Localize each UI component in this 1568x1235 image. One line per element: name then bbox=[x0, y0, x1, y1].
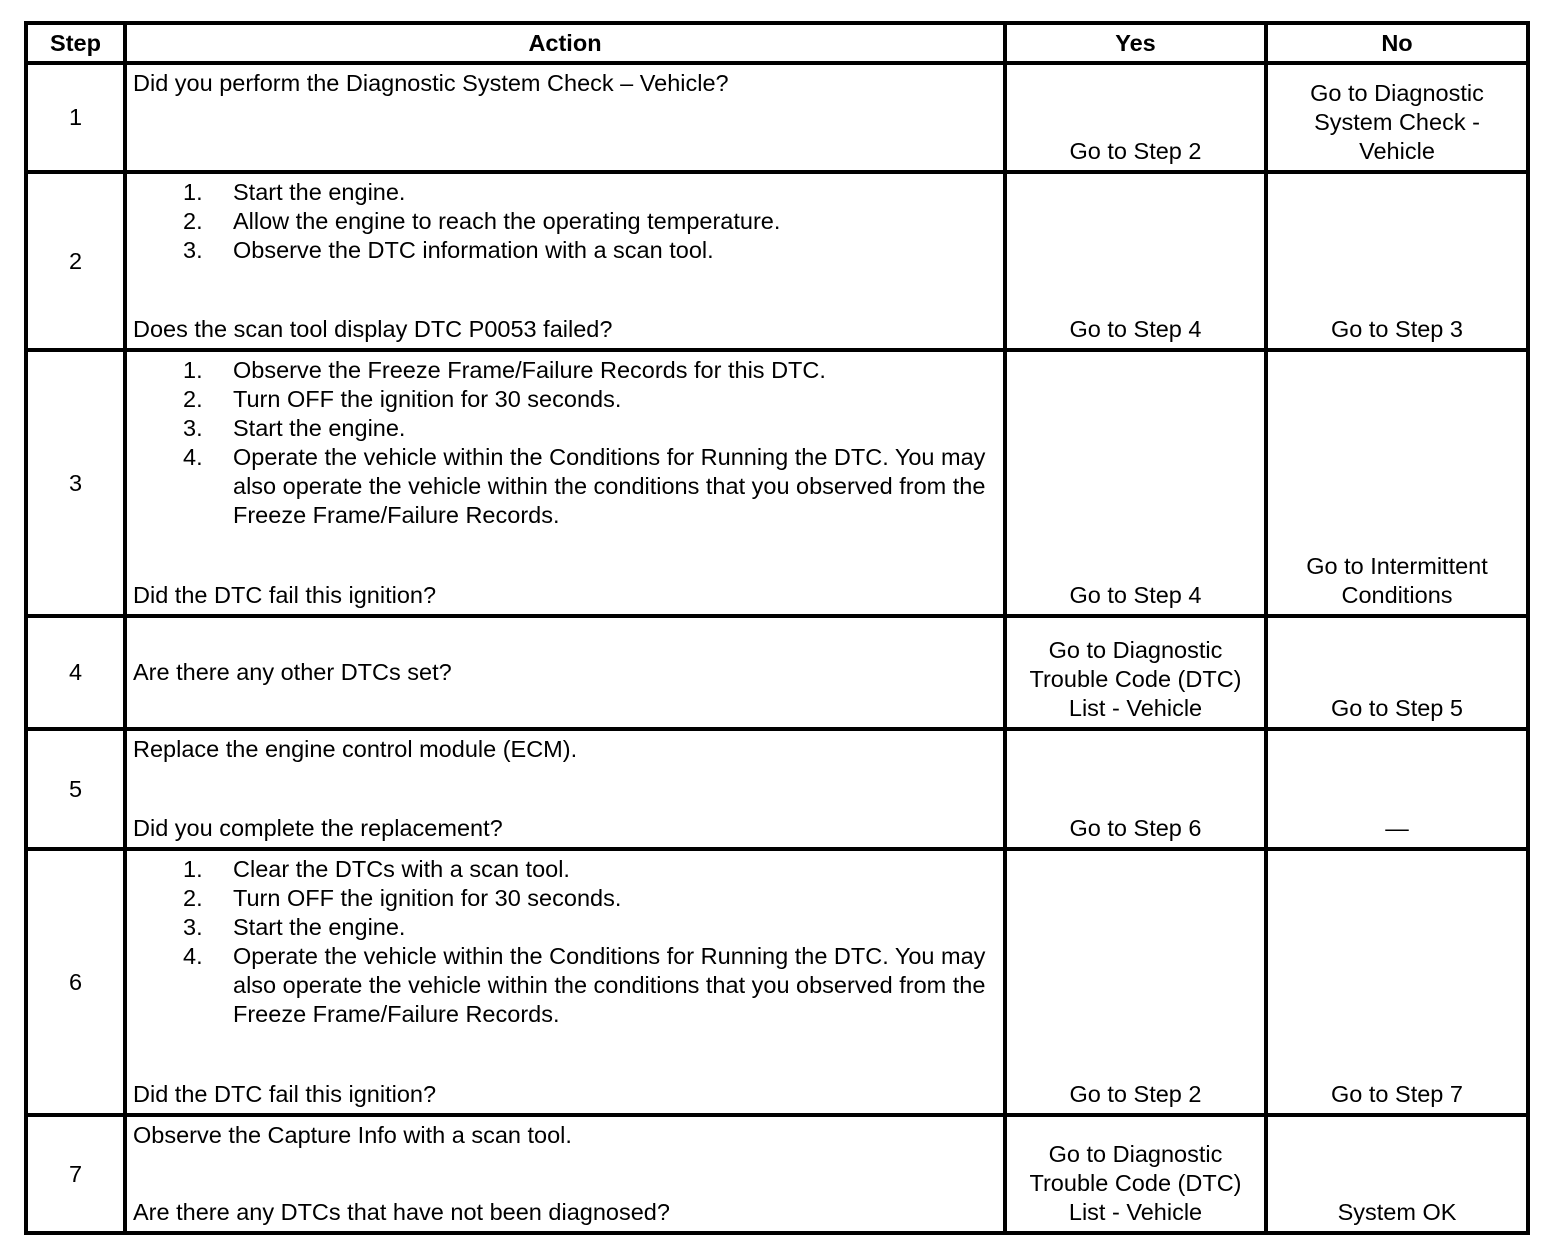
list-item-text: Start the engine. bbox=[233, 179, 406, 205]
action-cell bbox=[125, 729, 1005, 849]
table-row bbox=[26, 1115, 1528, 1233]
list-item-number: 2. bbox=[183, 386, 203, 412]
action-cell bbox=[125, 1115, 1005, 1233]
list-item bbox=[133, 207, 997, 236]
yes-outcome: Go to Step 2 bbox=[1005, 849, 1266, 1115]
diagnostic-table bbox=[24, 21, 1530, 1235]
action-content bbox=[133, 69, 997, 166]
action-content bbox=[133, 855, 997, 1109]
diagnostic-table-container bbox=[24, 21, 1526, 1235]
step-number: 1 bbox=[26, 63, 125, 172]
list-item-number: 1. bbox=[183, 357, 203, 383]
list-item bbox=[133, 414, 997, 443]
yes-outcome: Go to Step 4 bbox=[1005, 172, 1266, 350]
list-item-number: 1. bbox=[183, 856, 203, 882]
step-number: 2 bbox=[26, 172, 125, 350]
no-outcome: Go to Step 7 bbox=[1266, 849, 1528, 1115]
action-content bbox=[133, 1121, 997, 1227]
action-cell bbox=[125, 616, 1005, 729]
action-steps-list bbox=[133, 356, 997, 530]
table-body bbox=[26, 63, 1528, 1233]
list-item-text: Start the engine. bbox=[233, 415, 406, 441]
list-item-text: Operate the vehicle within the Conditions for Running the DTC. You may also operate the vehicle within the conditions that you observed from the Freeze Frame/Failure Records. bbox=[233, 444, 986, 528]
list-item bbox=[133, 236, 997, 265]
action-intro: Did you perform the Diagnostic System Check – Vehicle? bbox=[133, 70, 729, 96]
yes-outcome: Go to Diagnostic Trouble Code (DTC) List - Vehicle bbox=[1005, 616, 1266, 729]
list-item bbox=[133, 884, 997, 913]
no-outcome: Go to Diagnostic System Check - Vehicle bbox=[1266, 63, 1528, 172]
table-row bbox=[26, 172, 1528, 350]
list-item-text: Observe the DTC information with a scan tool. bbox=[233, 237, 714, 263]
action-intro: Observe the Capture Info with a scan tool. bbox=[133, 1122, 572, 1148]
action-question: Did the DTC fail this ignition? bbox=[133, 1081, 437, 1107]
list-item bbox=[133, 443, 997, 530]
action-content bbox=[133, 735, 997, 843]
list-item bbox=[133, 855, 997, 884]
list-item bbox=[133, 913, 997, 942]
header-no: No bbox=[1266, 23, 1528, 63]
action-question: Are there any other DTCs set? bbox=[133, 659, 452, 685]
action-top bbox=[133, 178, 997, 265]
action-question: Does the scan tool display DTC P0053 failed? bbox=[133, 316, 613, 342]
no-outcome: Go to Intermittent Conditions bbox=[1266, 350, 1528, 616]
step-number: 6 bbox=[26, 849, 125, 1115]
step-number: 4 bbox=[26, 616, 125, 729]
list-item-number: 2. bbox=[183, 885, 203, 911]
list-item-text: Allow the engine to reach the operating temperature. bbox=[233, 208, 781, 234]
list-item-text: Start the engine. bbox=[233, 914, 406, 940]
header-yes: Yes bbox=[1005, 23, 1266, 63]
list-item-text: Observe the Freeze Frame/Failure Records for this DTC. bbox=[233, 357, 826, 383]
step-number: 3 bbox=[26, 350, 125, 616]
action-question: Did you complete the replacement? bbox=[133, 815, 503, 841]
table-row bbox=[26, 350, 1528, 616]
action-top bbox=[133, 1121, 997, 1150]
table-row bbox=[26, 849, 1528, 1115]
action-intro: Replace the engine control module (ECM). bbox=[133, 736, 578, 762]
table-row bbox=[26, 729, 1528, 849]
list-item-number: 1. bbox=[183, 179, 203, 205]
list-item bbox=[133, 178, 997, 207]
list-item-number: 3. bbox=[183, 237, 203, 263]
list-item bbox=[133, 942, 997, 1029]
header-row bbox=[26, 23, 1528, 63]
header-step: Step bbox=[26, 23, 125, 63]
list-item-text: Turn OFF the ignition for 30 seconds. bbox=[233, 885, 622, 911]
action-cell bbox=[125, 63, 1005, 172]
action-question: Are there any DTCs that have not been diagnosed? bbox=[133, 1199, 670, 1225]
list-item-text: Operate the vehicle within the Conditions for Running the DTC. You may also operate the vehicle within the conditions that you observed from the Freeze Frame/Failure Records. bbox=[233, 943, 986, 1027]
action-top bbox=[133, 69, 997, 98]
list-item-text: Turn OFF the ignition for 30 seconds. bbox=[233, 386, 622, 412]
header-action: Action bbox=[125, 23, 1005, 63]
table-row bbox=[26, 63, 1528, 172]
action-cell bbox=[125, 849, 1005, 1115]
action-cell bbox=[125, 350, 1005, 616]
no-outcome: Go to Step 5 bbox=[1266, 616, 1528, 729]
table-row bbox=[26, 616, 1528, 729]
no-outcome: System OK bbox=[1266, 1115, 1528, 1233]
yes-outcome: Go to Step 2 bbox=[1005, 63, 1266, 172]
action-content bbox=[133, 178, 997, 344]
step-number: 7 bbox=[26, 1115, 125, 1233]
yes-outcome: Go to Diagnostic Trouble Code (DTC) List - Vehicle bbox=[1005, 1115, 1266, 1233]
action-steps-list bbox=[133, 178, 997, 265]
no-outcome: Go to Step 3 bbox=[1266, 172, 1528, 350]
yes-outcome: Go to Step 4 bbox=[1005, 350, 1266, 616]
action-top bbox=[133, 855, 997, 1029]
list-item bbox=[133, 385, 997, 414]
action-cell bbox=[125, 172, 1005, 350]
list-item-number: 2. bbox=[183, 208, 203, 234]
list-item-number: 3. bbox=[183, 914, 203, 940]
list-item-number: 4. bbox=[183, 444, 203, 470]
no-outcome: — bbox=[1266, 729, 1528, 849]
action-content bbox=[133, 356, 997, 610]
list-item-number: 4. bbox=[183, 943, 203, 969]
list-item-number: 3. bbox=[183, 415, 203, 441]
action-steps-list bbox=[133, 855, 997, 1029]
action-top bbox=[133, 735, 997, 764]
action-top bbox=[133, 356, 997, 530]
action-question: Did the DTC fail this ignition? bbox=[133, 582, 437, 608]
list-item-text: Clear the DTCs with a scan tool. bbox=[233, 856, 570, 882]
list-item bbox=[133, 356, 997, 385]
step-number: 5 bbox=[26, 729, 125, 849]
action-content bbox=[133, 622, 997, 723]
yes-outcome: Go to Step 6 bbox=[1005, 729, 1266, 849]
